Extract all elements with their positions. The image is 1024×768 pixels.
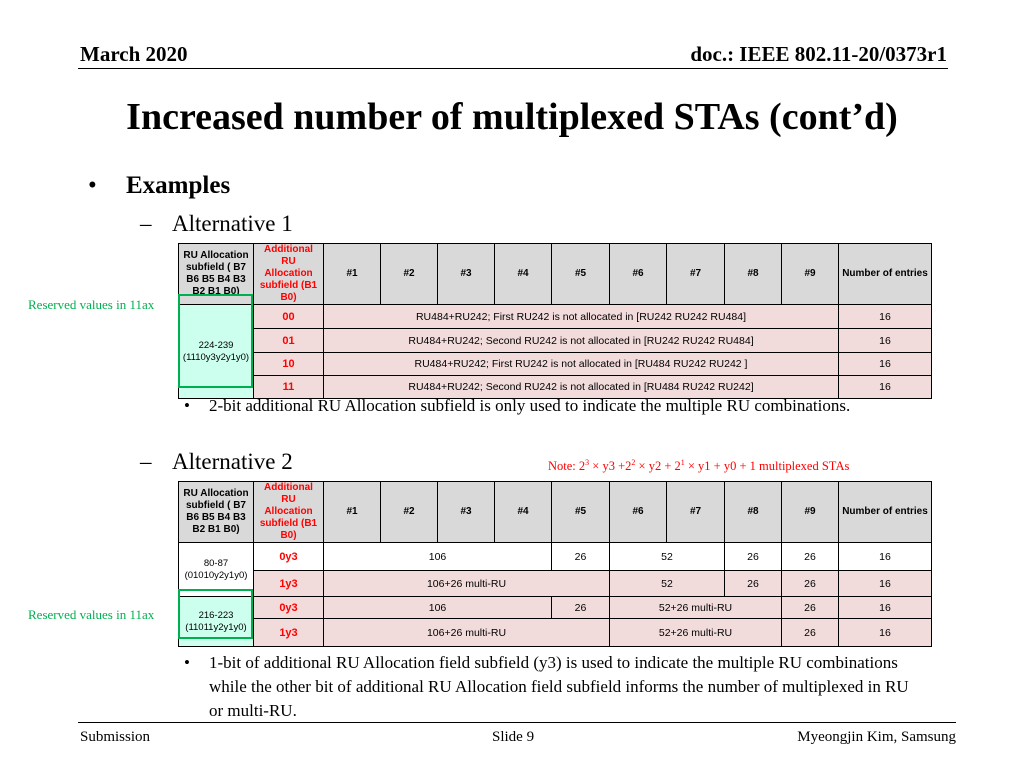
- dash-mark: –: [140, 449, 152, 474]
- table-row: [179, 619, 932, 647]
- row-code: 01: [254, 329, 324, 353]
- reserved-label-2: Reserved values in 11ax: [28, 607, 155, 622]
- alternative-2-heading: [140, 449, 293, 475]
- col-7: #7: [667, 244, 725, 305]
- row-entries: 16: [839, 305, 932, 329]
- row-entries: 16: [839, 597, 932, 619]
- footer-author: Myeongjin Kim, Samsung: [797, 729, 956, 745]
- ru-cell: 106: [324, 543, 552, 571]
- col-8: #8: [725, 244, 782, 305]
- alternative-2-label: Alternative 2: [172, 449, 293, 474]
- header-date: March 2020: [80, 42, 188, 66]
- ru-cell: 106+26 multi-RU: [324, 619, 610, 647]
- col-1: #1: [324, 244, 381, 305]
- col-1: #1: [324, 482, 381, 543]
- ru-cell: 26: [725, 543, 782, 571]
- bullet-examples: [88, 172, 230, 200]
- reserved-highlight-2: [178, 589, 253, 639]
- col-4: #4: [495, 482, 552, 543]
- ru-cell: 26: [782, 597, 839, 619]
- col-2: #2: [381, 482, 438, 543]
- reserved-highlight-1: [178, 294, 253, 388]
- row-code: 10: [254, 353, 324, 376]
- note-alternative-1-text: 2-bit additional RU Allocation subfield is only used to indicate the multiple RU combinations.: [209, 396, 851, 415]
- alternative-1-label: Alternative 1: [172, 211, 293, 236]
- col-5: #5: [552, 244, 610, 305]
- group-range: 224-239: [198, 339, 234, 351]
- row-description: RU484+RU242; Second RU242 is not allocated in [RU242 RU242 RU484]: [324, 329, 839, 353]
- col-entries: Number of entries: [839, 482, 932, 543]
- dash-mark: –: [140, 211, 152, 236]
- ru-cell: 26: [782, 543, 839, 571]
- col-6: #6: [610, 244, 667, 305]
- row-entries: 16: [839, 376, 932, 399]
- slide-title: Increased number of multiplexed STAs (cont’d): [126, 96, 898, 138]
- col-8: #8: [725, 482, 782, 543]
- row-code: 0y3: [254, 597, 324, 619]
- ru-cell: 52: [610, 571, 725, 597]
- col-ru-allocation: RU Allocation subfield ( B7 B6 B5 B4 B3 B2 B1 B0): [179, 244, 254, 305]
- ru-cell: 26: [725, 571, 782, 597]
- sub-bullet-mark: •: [184, 396, 190, 415]
- multiplexed-sta-note: Note: $2^3 \times y3 +2^2 \times y2 + 2^1 \times y1 + y0 + 1$ multiplexed STAs: [548, 458, 850, 474]
- row-code: 00: [254, 305, 324, 329]
- group-range: 216-223: [198, 609, 234, 621]
- group-bits: (1110y3y2y1y0): [182, 351, 250, 363]
- table-row: [179, 353, 932, 376]
- alternative-1-table: [178, 243, 932, 399]
- ru-cell: 26: [782, 619, 839, 647]
- ru-cell: 52+26 multi-RU: [610, 619, 782, 647]
- col-9: #9: [782, 244, 839, 305]
- bullet-mark: •: [88, 172, 97, 199]
- col-2: #2: [381, 244, 438, 305]
- col-additional-ru: Additional RU Allocation subfield (B1 B0): [254, 482, 324, 543]
- row-entries: 16: [839, 619, 932, 647]
- sub-bullet-mark: •: [184, 653, 190, 672]
- header-divider: [78, 68, 948, 69]
- row-code: 1y3: [254, 619, 324, 647]
- note-alternative-1: [184, 394, 884, 418]
- group-bits: (01010y2y1y0): [184, 569, 248, 581]
- col-5: #5: [552, 482, 610, 543]
- table-row: [179, 329, 932, 353]
- row-description: RU484+RU242; First RU242 is not allocated in [RU242 RU242 RU484]: [324, 305, 839, 329]
- table-row: [179, 597, 932, 619]
- table-row: [179, 571, 932, 597]
- ru-cell: 106: [324, 597, 552, 619]
- col-9: #9: [782, 482, 839, 543]
- table-row: [179, 543, 932, 571]
- col-3: #3: [438, 482, 495, 543]
- col-additional-ru: Additional RU Allocation subfield (B1 B0): [254, 244, 324, 305]
- row-code: 1y3: [254, 571, 324, 597]
- row-description: RU484+RU242; Second RU242 is not allocated in [RU484 RU242 RU242]: [324, 376, 839, 399]
- note-alternative-2: [184, 651, 924, 723]
- col-3: #3: [438, 244, 495, 305]
- table-row: [179, 305, 932, 329]
- reserved-label-1: Reserved values in 11ax: [28, 297, 155, 312]
- ru-cell: 26: [782, 571, 839, 597]
- col-6: #6: [610, 482, 667, 543]
- row-description: RU484+RU242; First RU242 is not allocated in [RU484 RU242 RU242 ]: [324, 353, 839, 376]
- ru-cell: 106+26 multi-RU: [324, 571, 610, 597]
- row-entries: 16: [839, 543, 932, 571]
- ru-cell: 52+26 multi-RU: [610, 597, 782, 619]
- ru-cell: 26: [552, 597, 610, 619]
- row-entries: 16: [839, 571, 932, 597]
- ru-cell: 26: [552, 543, 610, 571]
- col-entries: Number of entries: [839, 244, 932, 305]
- col-7: #7: [667, 482, 725, 543]
- footer-divider: [78, 722, 956, 723]
- bullet-examples-label: Examples: [126, 172, 231, 199]
- col-ru-allocation: RU Allocation subfield ( B7 B6 B5 B4 B3 B2 B1 B0): [179, 482, 254, 543]
- alternative-2-table: [178, 481, 932, 647]
- col-4: #4: [495, 244, 552, 305]
- note-alternative-2-text: 1-bit of additional RU Allocation field subfield (y3) is used to indicate the multiple RU combinations while the other bit of additional RU Allocation field subfield informs the number of multiplexed in RU or multi-RU.: [209, 653, 909, 720]
- row-entries: 16: [839, 329, 932, 353]
- alternative-1-heading: [140, 211, 293, 237]
- footer-submission: Submission: [80, 729, 151, 745]
- row-code: 0y3: [254, 543, 324, 571]
- row-code: 11: [254, 376, 324, 399]
- group-bits: (11011y2y1y0): [185, 621, 247, 633]
- row-entries: 16: [839, 353, 932, 376]
- group-range: 80-87: [203, 557, 229, 569]
- ru-cell: 52: [610, 543, 725, 571]
- header-doc-id: doc.: IEEE 802.11-20/0373r1: [690, 42, 947, 66]
- footer-slide-number: Slide 9: [492, 729, 535, 745]
